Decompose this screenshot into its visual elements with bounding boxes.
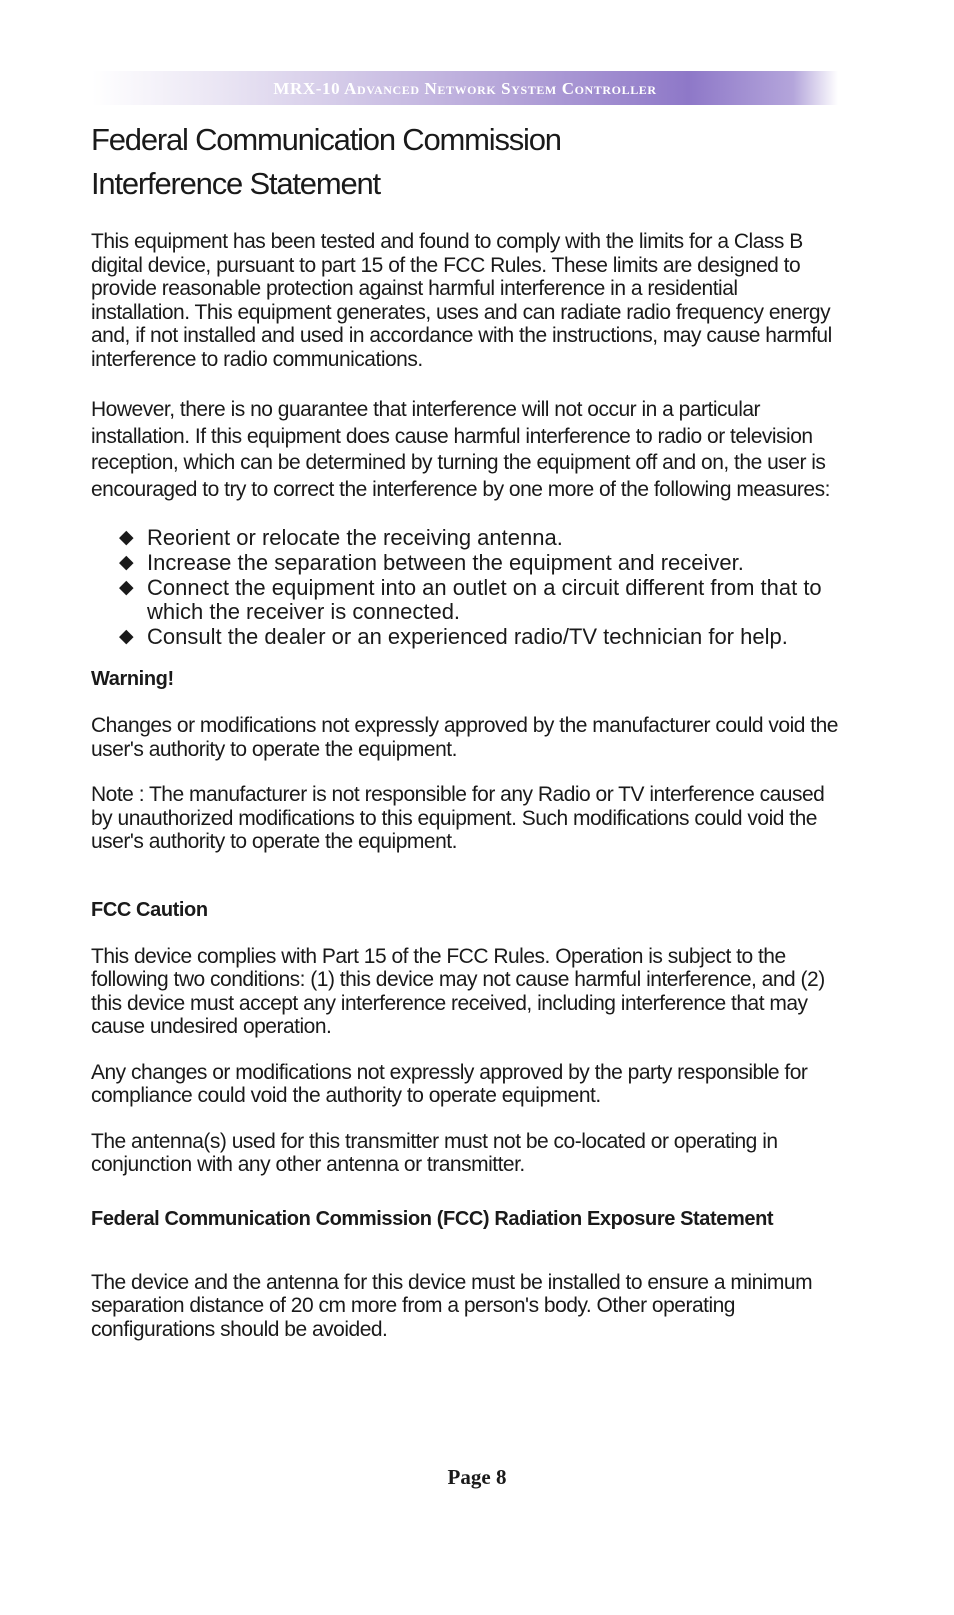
guarantee-paragraph: However, there is no guarantee that interference will not occur in a particular installation. If this equipment does cause harmful interference to radio or television reception, which can be determined by turning the equipment off and on, the user is encouraged to try to correct the interference by one more of the following measures: <box>91 398 830 501</box>
list-item: ◆ Reorient or relocate the receiving antenna. <box>119 525 563 550</box>
warning-heading: Warning! <box>91 668 174 690</box>
page-title-line-2: Interference Statement <box>91 166 380 201</box>
header-bar <box>92 71 838 105</box>
fcc-caution-heading: FCC Caution <box>91 898 208 921</box>
diamond-bullet-icon: ◆ <box>119 577 134 598</box>
page-content <box>91 118 841 1341</box>
intro-paragraph: This equipment has been tested and found to comply with the limits for a Class B digital device, pursuant to part 15 of the FCC Rules. These limits are designed to provide reasonable protection against harmful interference in a residential installation. This equipment generates, uses and can radiate radio frequency energy and, if not installed and used in accordance with the instructions, may cause harmful interference to radio communications. <box>91 230 832 371</box>
measures-list <box>119 526 841 649</box>
header-title: MRX-10 Advanced Network System Controller <box>273 79 657 98</box>
diamond-bullet-icon: ◆ <box>119 626 134 647</box>
warning-text: Changes or modifications not expressly approved by the manufacturer could void the user's authority to operate the equipment. <box>91 714 838 761</box>
note-text: Note : The manufacturer is not responsible for any Radio or TV interference caused by unauthorized modifications to this equipment. Such modifications could void the user's authority to operate the equipment. <box>91 783 825 853</box>
diamond-bullet-icon: ◆ <box>119 552 134 573</box>
list-item: ◆ Connect the equipment into an outlet on a circuit different from that to which the receiver is connected. <box>119 575 822 624</box>
list-item: ◆ Increase the separation between the equipment and receiver. <box>119 550 744 575</box>
page-title-line-1: Federal Communication Commission <box>91 122 561 157</box>
fcc-caution-text-3: The antenna(s) used for this transmitter must not be co-located or operating in conjunction with any other antenna or transmitter. <box>91 1129 778 1176</box>
list-item: ◆ Consult the dealer or an experienced radio/TV technician for help. <box>119 624 788 649</box>
diamond-bullet-icon: ◆ <box>119 527 134 548</box>
fcc-caution-text-1: This device complies with Part 15 of the FCC Rules. Operation is subject to the following two conditions: (1) this device may not cause harmful interference, and (2) this device must accept any interference received, including interference that may cause undesired operation. <box>91 944 825 1038</box>
radiation-text: The device and the antenna for this device must be installed to ensure a minimum separation distance of 20 cm more from a person's body. Other operating configurations should be avoided. <box>91 1270 813 1341</box>
page-number: Page 8 <box>447 1465 507 1489</box>
page-title <box>91 118 841 206</box>
radiation-heading: Federal Communication Commission (FCC) Radiation Exposure Statement <box>91 1207 774 1230</box>
fcc-caution-text-2: Any changes or modifications not expressly approved by the party responsible for compliance could void the authority to operate equipment. <box>91 1060 808 1107</box>
